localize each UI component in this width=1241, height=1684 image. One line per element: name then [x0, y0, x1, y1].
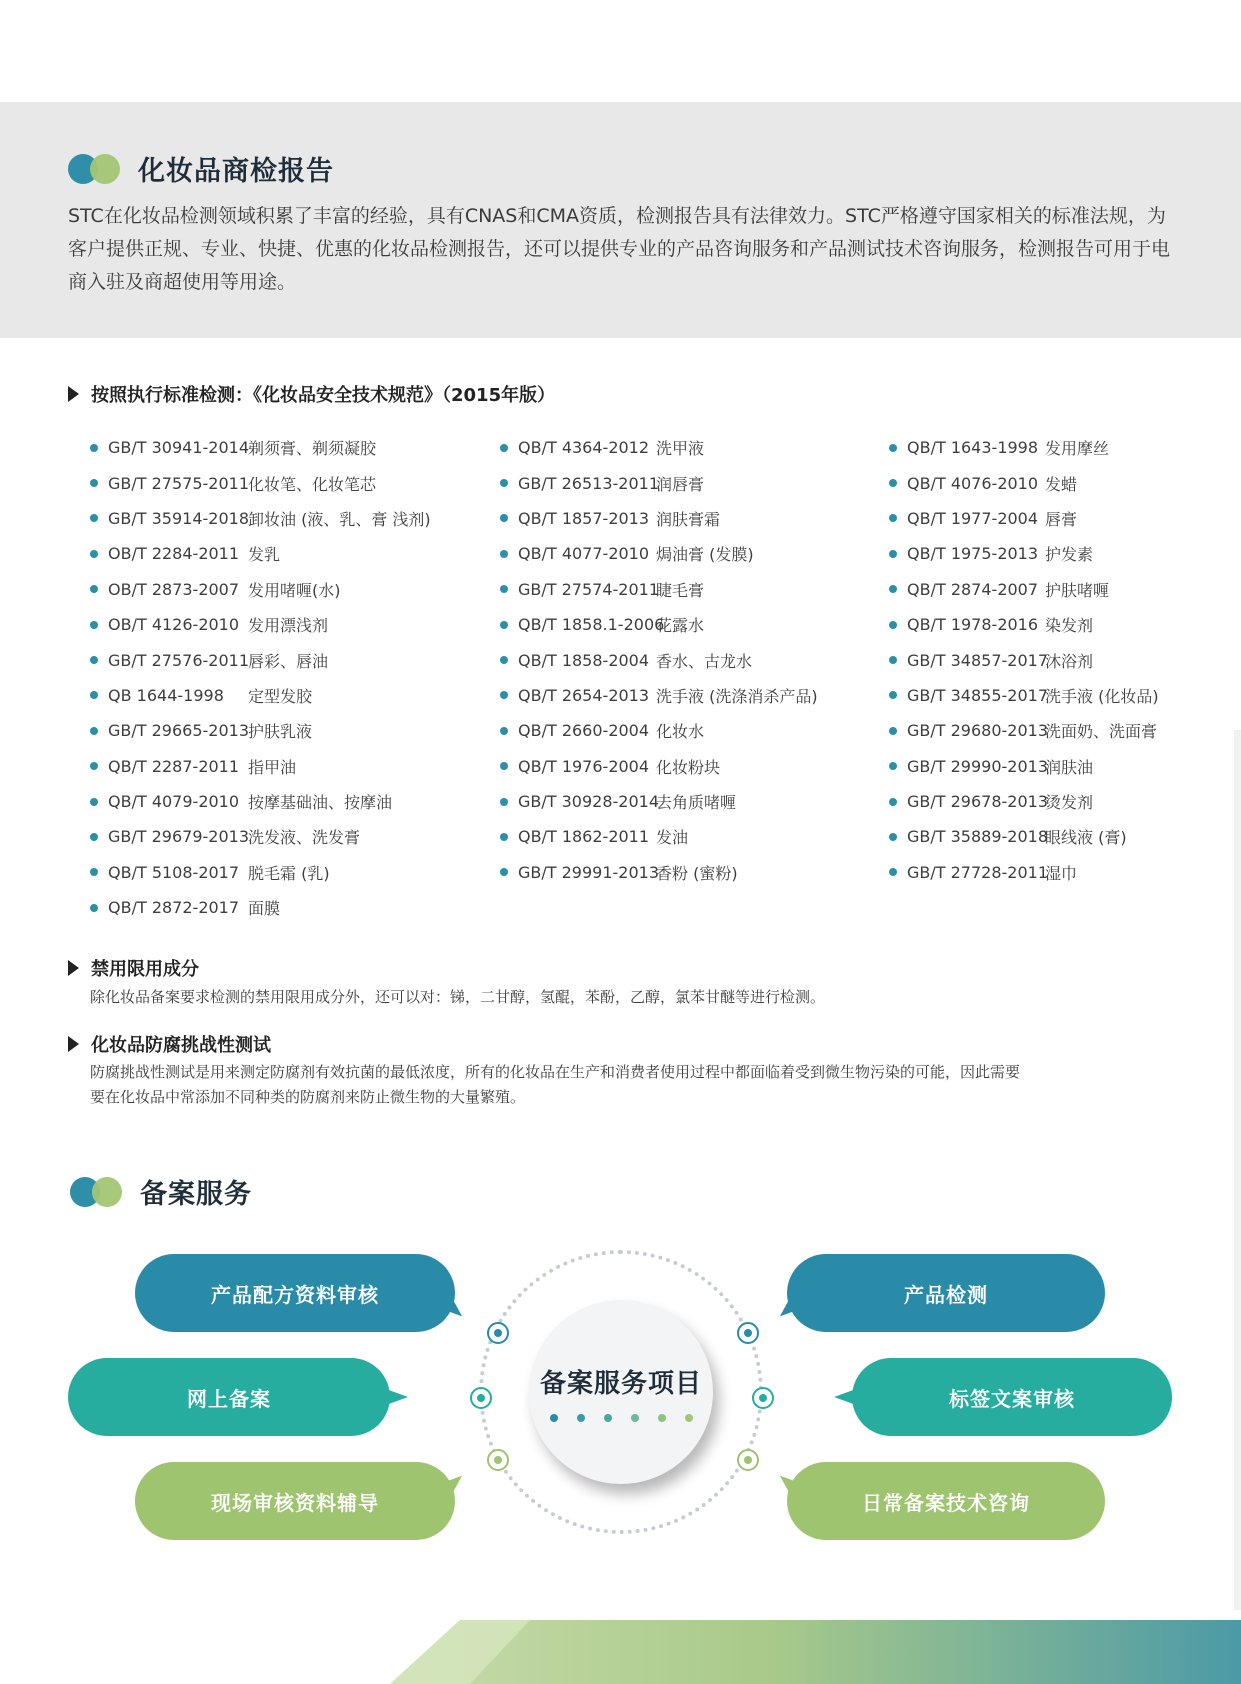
standard-name: 化妆笔、化妆笔芯: [248, 474, 377, 494]
standard-code: GB/T 29678-2013: [907, 792, 1049, 812]
standard-code: GB/T 27574-2011: [518, 579, 660, 599]
standard-name: 湿巾: [1045, 863, 1078, 883]
standard-name: 发用啫喱(水): [248, 580, 341, 600]
bullet-dot-icon: [889, 691, 897, 699]
standard-name: 香粉 (蜜粉): [656, 863, 738, 883]
standard-code: QB/T 4364-2012: [518, 438, 650, 458]
standard-item: [889, 678, 1159, 713]
center-title: 备案服务项目: [539, 1368, 702, 1399]
service-label: 日常备案技术咨询: [862, 1490, 1030, 1515]
standard-item: [500, 819, 818, 854]
standard-name: 发蜡: [1045, 474, 1078, 494]
bullet-dot-icon: [500, 691, 508, 699]
standard-name: 剃须膏、剃须凝胶: [248, 439, 377, 459]
triangle-bullet-icon: [68, 960, 79, 976]
bullet-dot-icon: [90, 868, 98, 876]
standard-item: [889, 536, 1159, 571]
bullet-dot-icon: [889, 727, 897, 735]
standard-code: GB/T 29665-2013: [108, 721, 250, 741]
preservative-line-2: 要在化妆品中常添加不同种类的防腐剂来防止微生物的大量繁殖。: [90, 1088, 526, 1106]
section-title: 化妆品商检报告: [138, 156, 334, 187]
standard-item: [500, 465, 818, 500]
standard-code: OB/T 2873-2007: [108, 579, 240, 599]
standard-item: [500, 501, 818, 536]
bullet-dot-icon: [889, 444, 897, 452]
standard-item: [500, 572, 818, 607]
standard-name: 沐浴剂: [1045, 651, 1094, 671]
bullet-dot-icon: [90, 444, 98, 452]
standard-name: 护发素: [1045, 545, 1094, 565]
standard-code: QB/T 1857-2013: [518, 508, 650, 528]
standards-heading-text: 按照执行标准检测：《化妆品安全技术规范》（2015年版）: [91, 385, 556, 406]
standard-item: [90, 465, 431, 500]
bullet-dot-icon: [889, 514, 897, 522]
standard-item: [500, 749, 818, 784]
standard-code: QB/T 1858.1-2006: [518, 615, 665, 635]
bullet-dot-icon: [500, 798, 508, 806]
service-online-filing: [68, 1358, 390, 1436]
bullet-dot-icon: [90, 550, 98, 558]
bullet-dot-icon: [889, 621, 897, 629]
standard-code: QB/T 4076-2010: [907, 473, 1039, 493]
preservative-line-1: 防腐挑战性测试是用来测定防腐剂有效抗菌的最低浓度，所有的化妆品在生产和消费者使用过程中都面临着受到微生物污染的可能，因此需要: [90, 1063, 1021, 1081]
standard-name: 花露水: [656, 616, 705, 636]
standard-item: [90, 890, 431, 925]
bullet-dot-icon: [90, 833, 98, 841]
standard-code: GB/T 29990-2013: [907, 756, 1049, 776]
standard-item: [500, 430, 818, 465]
standard-code: GB/T 27575-2011: [108, 473, 250, 493]
standard-code: QB/T 1862-2011: [518, 827, 650, 847]
service-label: 标签文案审核: [949, 1386, 1075, 1411]
standard-code: QB/T 4077-2010: [518, 544, 650, 564]
standard-code: GB/T 30928-2014: [518, 792, 660, 812]
standard-item: [90, 536, 431, 571]
standard-item: [889, 607, 1159, 642]
node-icon: [487, 1322, 509, 1344]
standard-name: 卸妆油 (液、乳、膏 浅剂): [248, 509, 431, 529]
bullet-dot-icon: [90, 621, 98, 629]
service-product-testing: [787, 1254, 1105, 1332]
standard-item: [889, 749, 1159, 784]
standard-item: [889, 465, 1159, 500]
standard-item: [889, 642, 1159, 677]
bullet-dot-icon: [889, 833, 897, 841]
bullet-dot-icon: [889, 762, 897, 770]
standard-name: 护肤啫喱: [1045, 580, 1110, 600]
standard-name: 唇膏: [1045, 509, 1078, 529]
service-daily-consulting: [787, 1462, 1105, 1540]
preservative-heading-text: 化妆品防腐挑战性测试: [91, 1035, 271, 1056]
standard-code: QB/T 1977-2004: [907, 508, 1039, 528]
bullet-dot-icon: [90, 904, 98, 912]
bullet-dot-icon: [500, 762, 508, 770]
service-label: 网上备案: [187, 1386, 271, 1411]
bullet-dot-icon: [90, 691, 98, 699]
standard-name: 染发剂: [1045, 616, 1094, 636]
standard-item: [90, 784, 431, 819]
standard-item: [90, 678, 431, 713]
standard-code: OB/T 4126-2010: [108, 615, 240, 635]
bullet-dot-icon: [500, 479, 508, 487]
banned-text: 除化妆品备案要求检测的禁用限用成分外，还可以对：锑，二甘醇，氢醌，苯酚，乙醇，氯苯甘醚等进行检测。: [90, 988, 826, 1006]
standard-code: GB/T 29679-2013: [108, 827, 250, 847]
node-icon: [752, 1387, 774, 1409]
bullet-dot-icon: [90, 656, 98, 664]
standard-item: [889, 819, 1159, 854]
standard-code: QB/T 2874-2007: [907, 579, 1039, 599]
standard-item: [90, 713, 431, 748]
standard-code: QB/T 1643-1998: [907, 438, 1039, 458]
standard-item: [889, 713, 1159, 748]
bullet-dot-icon: [90, 798, 98, 806]
standard-item: [500, 536, 818, 571]
standard-code: GB/T 27576-2011: [108, 650, 250, 670]
standard-code: QB/T 2872-2017: [108, 898, 240, 918]
preservative-text: [90, 1060, 1020, 1110]
bullet-dot-icon: [500, 444, 508, 452]
standard-name: 润肤油: [1045, 757, 1094, 777]
node-icon: [487, 1449, 509, 1471]
bullet-dot-icon: [500, 550, 508, 558]
service-formula-review: [135, 1254, 455, 1332]
bullet-dot-icon: [90, 727, 98, 735]
standard-name: 洗手液 (化妆品): [1045, 686, 1159, 706]
preservative-heading: [68, 1031, 271, 1057]
service-label: 现场审核资料辅导: [211, 1490, 379, 1515]
bullet-dot-icon: [889, 550, 897, 558]
standard-name: 面膜: [248, 899, 281, 919]
standard-item: [90, 607, 431, 642]
standard-item: [90, 749, 431, 784]
standard-item: [90, 430, 431, 465]
standards-column-1: [90, 430, 431, 925]
bullet-dot-icon: [500, 585, 508, 593]
intro-paragraph: STC在化妆品检测领域积累了丰富的经验，具有CNAS和CMA资质，检测报告具有法律效力。STC严格遵守国家相关的标准法规，为客户提供正规、专业、快捷、优惠的化妆品检测报告，还可以提供专业的产品咨询服务和产品测试技术咨询服务，检测报告可用于电商入驻及商超使用等用途。: [68, 205, 1171, 293]
center-hub: [479, 1250, 763, 1534]
standards-heading: [68, 381, 555, 407]
standard-name: 烫发剂: [1045, 793, 1094, 813]
service-label: 产品检测: [904, 1282, 988, 1307]
standard-code: GB/T 34857-2017: [907, 650, 1049, 670]
standard-code: GB/T 35889-2018: [907, 827, 1049, 847]
bullet-dot-icon: [90, 514, 98, 522]
standard-name: 眼线液 (膏): [1045, 828, 1127, 848]
standard-code: QB/T 1976-2004: [518, 756, 650, 776]
standard-code: QB/T 4079-2010: [108, 792, 240, 812]
bullet-dot-icon: [889, 656, 897, 664]
standard-name: 按摩基础油、按摩油: [248, 793, 393, 813]
bullet-dot-icon: [889, 585, 897, 593]
bullet-dot-icon: [500, 656, 508, 664]
triangle-bullet-icon: [68, 386, 79, 402]
standard-name: 护肤乳液: [248, 722, 313, 742]
section-header-inspection: [68, 149, 334, 188]
service-onsite-guidance: [135, 1462, 455, 1540]
standard-item: [500, 713, 818, 748]
standard-code: GB/T 27728-2011: [907, 862, 1049, 882]
standard-code: GB/T 30941-2014: [108, 438, 250, 458]
standard-name: 洗面奶、洗面膏: [1045, 722, 1158, 742]
standard-name: 发乳: [248, 545, 281, 565]
standard-item: [500, 784, 818, 819]
bullet-dot-icon: [889, 798, 897, 806]
standard-item: [90, 855, 431, 890]
standard-item: [889, 855, 1159, 890]
standard-code: OB/T 2284-2011: [108, 544, 240, 564]
standard-item: [500, 642, 818, 677]
standard-item: [500, 678, 818, 713]
standard-name: 去角质啫喱: [656, 793, 737, 813]
bullet-dot-icon: [889, 479, 897, 487]
bullet-dot-icon: [500, 833, 508, 841]
standard-item: [90, 819, 431, 854]
standard-name: 发用漂浅剂: [248, 616, 329, 636]
standard-item: [90, 572, 431, 607]
standard-code: GB/T 26513-2011: [518, 473, 660, 493]
bullet-dot-icon: [500, 514, 508, 522]
banned-heading: [68, 955, 199, 981]
standards-column-3: [889, 430, 1159, 890]
standard-code: QB/T 2287-2011: [108, 756, 240, 776]
color-dots: [550, 1414, 693, 1422]
standard-code: QB/T 1978-2016: [907, 615, 1039, 635]
standard-code: GB/T 29991-2013: [518, 862, 660, 882]
bullet-dot-icon: [500, 868, 508, 876]
standard-name: 润肤膏霜: [656, 509, 721, 529]
standard-name: 洗甲液: [656, 439, 705, 459]
bullet-dot-icon: [90, 585, 98, 593]
standard-name: 唇彩、唇油: [248, 651, 329, 671]
standard-name: 香水、古龙水: [656, 651, 753, 671]
node-icon: [737, 1449, 759, 1471]
standard-name: 发用摩丝: [1045, 439, 1110, 459]
node-icon: [470, 1387, 492, 1409]
circles-icon: [68, 154, 124, 184]
standard-name: 润唇膏: [656, 474, 705, 494]
banned-heading-text: 禁用限用成分: [91, 959, 199, 980]
standard-name: 脱毛霜 (乳): [248, 863, 330, 883]
standard-item: [90, 501, 431, 536]
standard-name: 化妆水: [656, 722, 705, 742]
standard-name: 发油: [656, 828, 689, 848]
standard-code: GB/T 34855-2017: [907, 685, 1049, 705]
standard-item: [500, 607, 818, 642]
standard-item: [889, 430, 1159, 465]
standard-name: 睫毛膏: [656, 580, 705, 600]
center-disc: [529, 1300, 713, 1484]
bullet-dot-icon: [500, 621, 508, 629]
standard-code: QB/T 2660-2004: [518, 721, 650, 741]
bullet-dot-icon: [500, 727, 508, 735]
bullet-dot-icon: [90, 479, 98, 487]
service-label: 产品配方资料审核: [211, 1282, 379, 1307]
triangle-bullet-icon: [68, 1036, 79, 1052]
standard-item: [500, 855, 818, 890]
standard-code: QB/T 1975-2013: [907, 544, 1039, 564]
standard-item: [889, 572, 1159, 607]
standard-item: [889, 501, 1159, 536]
bullet-dot-icon: [889, 868, 897, 876]
standard-code: QB/T 2654-2013: [518, 685, 650, 705]
node-icon: [737, 1322, 759, 1344]
standard-code: QB 1644-1998: [108, 685, 224, 705]
standard-name: 洗发液、洗发膏: [248, 828, 361, 848]
circles-icon: [70, 1177, 126, 1207]
section-title: 备案服务: [140, 1179, 252, 1210]
section-header-filing: [70, 1172, 252, 1211]
standard-code: QB/T 5108-2017: [108, 862, 240, 882]
standard-code: GB/T 35914-2018: [108, 508, 250, 528]
standard-name: 化妆粉块: [656, 757, 721, 777]
standard-item: [90, 642, 431, 677]
standard-code: QB/T 1858-2004: [518, 650, 650, 670]
standard-code: GB/T 29680-2013: [907, 721, 1049, 741]
bullet-dot-icon: [90, 762, 98, 770]
standard-name: 焗油膏 (发膜): [656, 545, 754, 565]
service-label-review: [852, 1358, 1172, 1436]
standards-column-2: [500, 430, 818, 890]
standard-name: 指甲油: [248, 757, 297, 777]
standard-name: 定型发胶: [248, 686, 313, 706]
standard-item: [889, 784, 1159, 819]
standard-name: 洗手液 (洗涤消杀产品): [656, 686, 818, 706]
